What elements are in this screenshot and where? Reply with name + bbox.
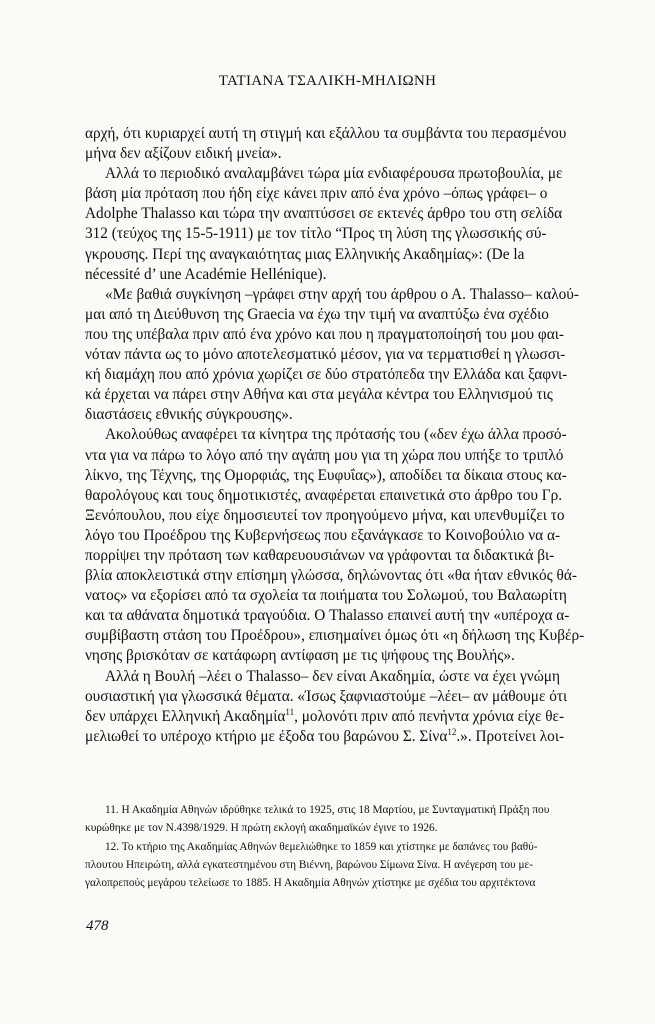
footnote-line: πλουτου Ηπειρώτη, αλλά εγκατεστημένου στη Βιέννη, βαρώνου Σίμωνα Σίνα. Η ανέγερση του με- xyxy=(85,858,534,871)
body-line: νατος» να εξορίσει από τα σχολεία τα ποιήματα του Σολωμού, του Βαλαωρίτη xyxy=(85,587,567,605)
body-line: διαστάσεις εθνικής σύγκρουσης». xyxy=(85,406,293,424)
body-line: γκρουσης. Περί της αναγκαιότητας μιας Ελληνικής Ακαδημίας»: (De la xyxy=(85,245,525,263)
body-line: Αλλά το περιοδικό αναλαμβάνει τώρα μία ενδιαφέρουσα πρωτοβουλία, με xyxy=(105,165,563,183)
footnote-ref-11: 11 xyxy=(285,706,295,717)
body-line: βάση μία πρόταση που ήδη είχε κάνει πριν από ένα χρόνο –όπως γράφει– ο xyxy=(85,185,548,203)
body-line: αρχή, ότι κυριαρχεί αυτή τη στιγμή και εξάλλου τα συμβάντα του περασμένου xyxy=(85,125,567,142)
body-line: 312 (τεύχος της 15-5-1911) με τον τίτλο “Προς τη λύση της γλωσσικής σύ- xyxy=(85,225,547,243)
body-line: και τα αθάνατα δημοτικά τραγούδια. Ο Thalasso επαινεί αυτή την «υπέροχα α- xyxy=(85,607,570,625)
body-line-text: .». Προτείνει λοι- xyxy=(456,727,565,745)
running-header: ΤΑΤΙΑΝΑ ΤΣΑΛΙΚΗ-ΜΗΛΙΩΝΗ xyxy=(218,73,437,89)
body-line: κή διαμάχη που από χρόνια χωρίζει σε δύο στρατόπεδα την Ελλάδα και ξαφνι- xyxy=(85,366,568,384)
body-line: που της υπέβαλα πριν από ένα χρόνο και που η πραγματοποίησή του μου φαι- xyxy=(85,325,564,343)
body-line: nécessité d’ une Académie Hellénique). xyxy=(85,265,327,283)
body-line-text: δεν υπάρχει Ελληνική Ακαδημία xyxy=(85,707,286,725)
body-line: συμβίβαστη στάση του Προέδρου», επισημαίνει όμως ότι «η δήλωση της Κυβέρ- xyxy=(85,627,585,645)
body-line: μήνα δεν αξίζουν ειδική μνεία». xyxy=(85,145,282,163)
page-number: 478 xyxy=(86,918,109,934)
body-line-text: μελιωθεί το υπέροχο κτήριο με έξοδα του βαρώνου Σ. Σίνα xyxy=(85,727,448,745)
body-line: νόταν πάντα ως το μόνο αποτελεσματικό μέσον, για να τερματισθεί η γλωσσι- xyxy=(85,346,566,364)
footnote-line: κυρώθηκε με τον Ν.4398/1929. Η πρώτη εκλογή ακαδημαϊκών έγινε το 1926. xyxy=(85,822,438,835)
footnote-line: 12. Το κτήριο της Ακαδημίας Αθηνών θεμελιώθηκε το 1859 και χτίστηκε με δαπάνες του βαθύ- xyxy=(105,840,538,853)
body-line: ντα για να πάρω το λόγο από την αγάπη μου για τη χώρα που υπήξε το τριπλό xyxy=(85,446,564,464)
footnote-line: γαλοπρεπούς μεγάρου τελείωσε το 1885. Η Ακαδημία Αθηνών χτίστηκε με σχέδια του αρχιτέκτονα xyxy=(85,877,536,890)
body-line: νησης βρισκόταν σε κατάφωρη αντίφαση με τις ψήφους της Βουλής». xyxy=(85,647,515,665)
body-line-text: , μολονότι πριν από πενήντα χρόνια είχε θε- xyxy=(294,707,565,725)
body-line xyxy=(85,727,628,747)
footnote-ref-12: 12 xyxy=(447,726,457,737)
body-line: μαι από τη Διεύθυνση της Graecia να έχω την τιμή να αναπτύξω ένα σχέδιο xyxy=(85,305,549,323)
body-line: θαρολόγους και τους δημοτικιστές, αναφέρεται επαινετικά στο άρθρο του Γρ. xyxy=(85,486,563,504)
body-line: κά έρχεται να πάρει στην Αθήνα και στα μεγάλα κέντρα του Ελληνισμού τις xyxy=(85,386,553,404)
body-text xyxy=(85,124,628,747)
body-line: πορρίψει την πρόταση των καθαρευουσιάνων να γράφονται τα διδακτικά βι- xyxy=(85,546,555,564)
body-line: Adolphe Thalasso και τώρα την αναπτύσσει σε εκτενές άρθρο του στη σελίδα xyxy=(85,205,563,223)
body-line: λόγο του Προέδρου της Κυβερνήσεως που εξανάγκασε το Κοινοβούλιο να α- xyxy=(85,526,561,544)
body-line: Αλλά η Βουλή –λέει ο Thalasso– δεν είναι Ακαδημία, ώστε να έχει γνώμη xyxy=(105,667,560,685)
body-line: λίκνο, της Τέχνης, της Ομορφιάς, της Ευφυΐας»), αποδίδει τα δίκαια στους κα- xyxy=(85,466,567,484)
body-line: Ξενόπουλου, που είχε δημοσιευτεί τον προηγούμενο μήνα, και υπενθυμίζει το xyxy=(85,506,565,524)
body-line: ουσιαστική για γλωσσικά θέματα. «Ίσως ξαφνιαστούμε –λέει– αν μάθουμε ότι xyxy=(85,687,568,705)
footnotes xyxy=(85,801,628,892)
body-line: «Με βαθιά συγκίνηση –γράφει στην αρχή του άρθρου ο Α. Thalasso– καλού- xyxy=(105,285,579,303)
body-line xyxy=(85,707,628,727)
body-line: βλία αποκλειστικά στην επίσημη γλώσσα, δηλώνοντας ότι «θα ήταν εθνικός θά- xyxy=(85,567,577,585)
footnote-line: 11. Η Ακαδημία Αθηνών ιδρύθηκε τελικά το 1925, στις 18 Μαρτίου, με Συνταγματική Πράξη που xyxy=(105,804,550,816)
body-line: Ακολούθως αναφέρει τα κίνητρα της πρότασής του («δεν έχω άλλα προσό- xyxy=(105,426,567,444)
